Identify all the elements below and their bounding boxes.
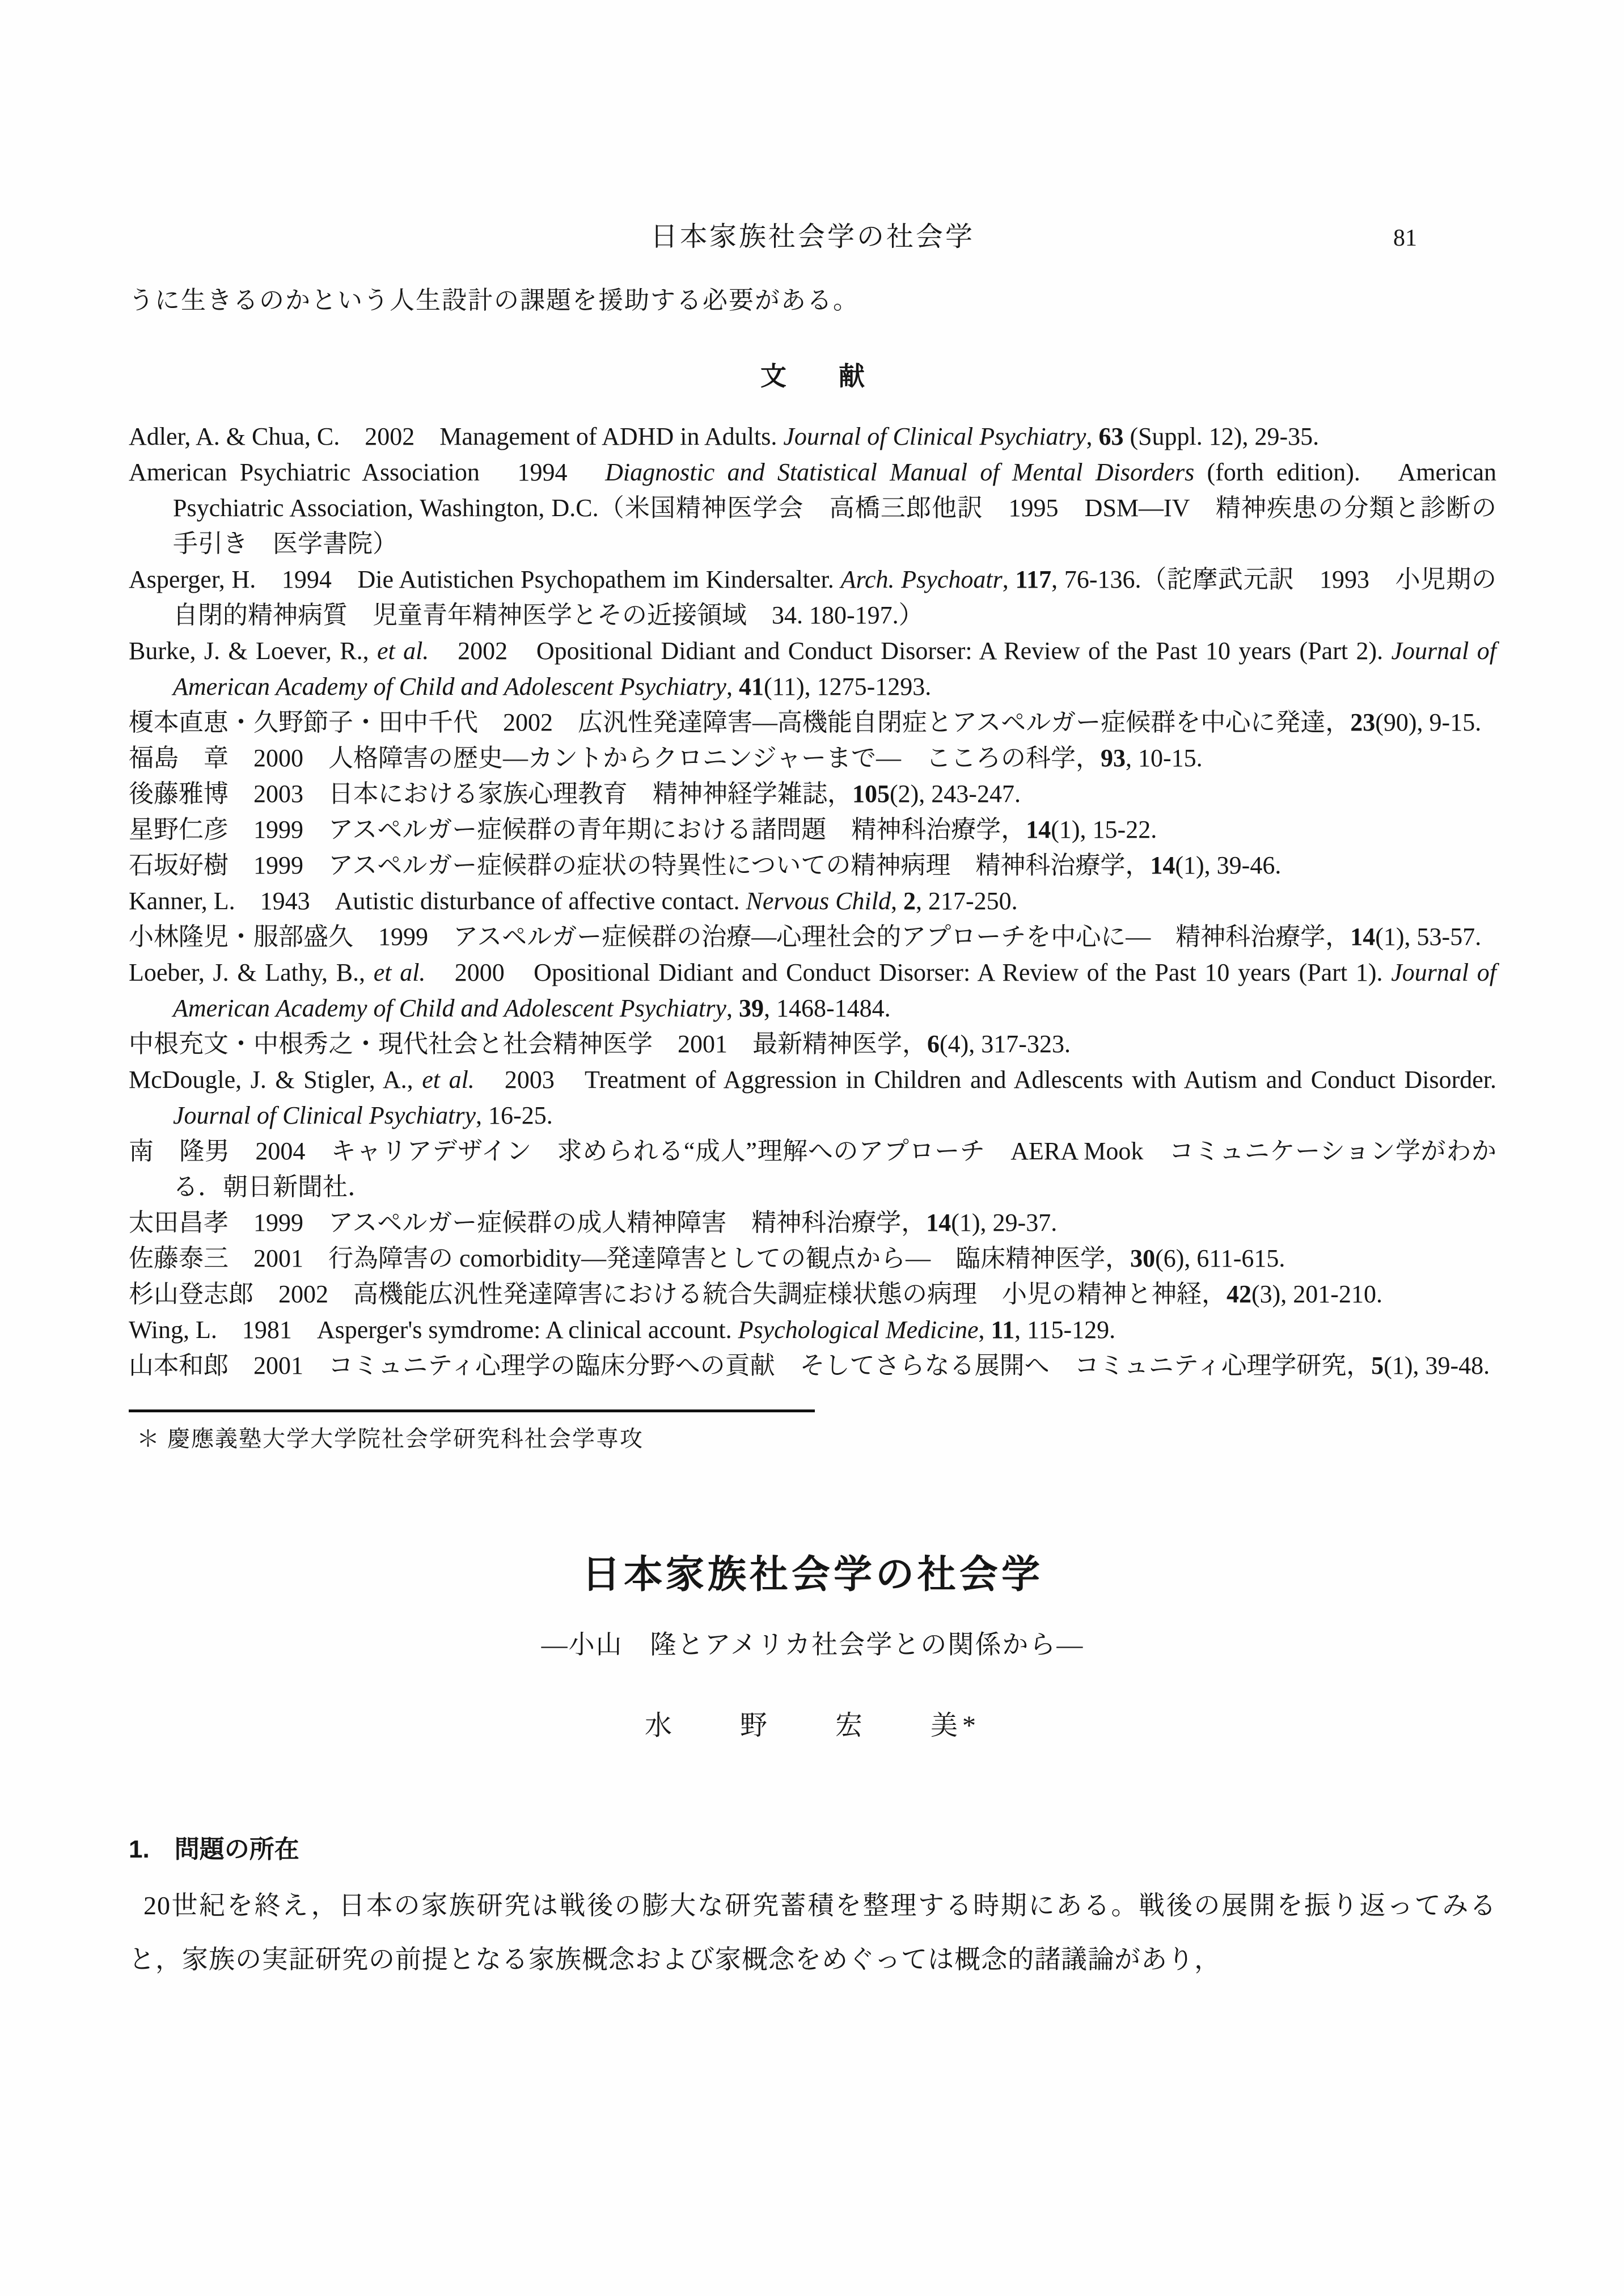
references-heading: 文 献 bbox=[760, 362, 865, 391]
reference-entry: McDougle, J. & Stigler, A., et al. 2003 Treatment of Aggression in Children and Adlescents with Autism and Conduct Disorder. Journal of Clinical Psychiatry, 16-25. bbox=[129, 1066, 1496, 1129]
section-heading: 1. 問題の所在 bbox=[129, 1835, 299, 1863]
reference-entry: 南 隆男 2004 キャリアデザイン 求められる“成人”理解へのアプローチ AERA Mook コミュニケーション学がわかる．朝日新聞社． bbox=[129, 1137, 1496, 1201]
affiliation-footnote: ＊ 慶應義塾大学大学院社会学研究科社会学専攻 bbox=[137, 1426, 644, 1451]
reference-entry: Wing, L. 1981 Asperger's symdrome: A clinical account. Psychological Medicine, 11, 115-129. bbox=[129, 1316, 1116, 1344]
reference-entry: 小林隆児・服部盛久 1999 アスペルガー症候群の治療―心理社会的アプローチを中心に― 精神科治療学，14(1), 53-57. bbox=[129, 923, 1482, 951]
reference-list bbox=[129, 419, 1496, 1383]
page-header bbox=[129, 222, 1496, 252]
reference-entry: 杉山登志郎 2002 高機能広汎性発達障害における統合失調症様状態の病理 小児の精神と神経，42(3), 201-210. bbox=[129, 1280, 1382, 1308]
reference-entry: 星野仁彦 1999 アスペルガー症候群の青年期における諸問題 精神科治療学，14(1), 15-22. bbox=[129, 816, 1157, 843]
reference-entry: 太田昌孝 1999 アスペルガー症候群の成人精神障害 精神科治療学，14(1), 29-37. bbox=[129, 1209, 1058, 1236]
reference-entry: 石坂好樹 1999 アスペルガー症候群の症状の特異性についての精神病理 精神科治療学，14(1), 39-46. bbox=[129, 851, 1282, 879]
reference-entry: 佐藤泰三 2001 行為障害の comorbidity―発達障害としての観点から― 臨床精神医学，30(6), 611-615. bbox=[129, 1244, 1285, 1272]
article-author: 水 野 宏 美* bbox=[644, 1711, 980, 1741]
page-number: 81 bbox=[1393, 225, 1417, 251]
running-title: 日本家族社会学の社会学 bbox=[650, 222, 975, 252]
reference-entry: 中根充文・中根秀之・現代社会と社会精神医学 2001 最新精神医学，6(4), 317-323. bbox=[129, 1030, 1071, 1058]
body-paragraph: 20世紀を終え，日本の家族研究は戦後の膨大な研究蓄積を整理する時期にある。戦後の展開を振り返ってみると，家族の実証研究の前提となる家族概念および家概念をめぐっては概念的諸議論があり， bbox=[129, 1891, 1496, 1974]
article-subtitle: ―小山 隆とアメリカ社会学との関係から― bbox=[541, 1630, 1084, 1659]
reference-entry: Kanner, L. 1943 Autistic disturbance of affective contact. Nervous Child, 2, 217-250. bbox=[129, 887, 1018, 915]
reference-entry: 山本和郎 2001 コミュニティ心理学の臨床分野への貢献 そしてさらなる展開へ コミュニティ心理学研究，5(1), 39-48. bbox=[129, 1352, 1490, 1379]
reference-entry: Burke, J. & Loever, R., et al. 2002 Opositional Didiant and Conduct Disorser: A Review of the Past 10 years (Part 2). Journal of American Academy of Child and Adolescent Psychiatry, 41(11), 1275-1293. bbox=[129, 637, 1496, 700]
reference-entry: 後藤雅博 2003 日本における家族心理教育 精神神経学雑誌，105(2), 243-247. bbox=[129, 780, 1021, 808]
reference-entry: American Psychiatric Association 1994 Diagnostic and Statistical Manual of Mental Disorders (forth edition). American Psychiatric Association, Washington, D.C.（米国精神医学会 高橋三郎他訳 1995 DSM―IV 精神疾患の分類と診断の手引き 医学書院） bbox=[129, 458, 1496, 558]
reference-entry: 榎本直恵・久野節子・田中千代 2002 広汎性発達障害―高機能自閉症とアスペルガー症候群を中心に発達，23(90), 9-15. bbox=[129, 708, 1482, 736]
article-title: 日本家族社会学の社会学 bbox=[581, 1553, 1043, 1596]
footnote-divider bbox=[129, 1409, 815, 1412]
reference-entry: 福島 章 2000 人格障害の歴史―カントからクロニンジャーまで― こころの科学，93, 10-15. bbox=[129, 744, 1203, 772]
reference-entry: Adler, A. & Chua, C. 2002 Management of ADHD in Adults. Journal of Clinical Psychiatry, 63 (Suppl. 12), 29-35. bbox=[129, 423, 1320, 450]
lead-text: うに生きるのかという人生設計の課題を援助する必要がある。 bbox=[129, 286, 859, 314]
reference-entry: Asperger, H. 1994 Die Autistichen Psychopathem im Kindersalter. Arch. Psychoatr, 117, 76-136.（詑摩武元訳 1993 小児期の自閉的精神病質 児童青年精神医学とその近接領域 34. 180-197.） bbox=[129, 565, 1496, 629]
reference-entry: Loeber, J. & Lathy, B., et al. 2000 Opositional Didiant and Conduct Disorser: A Review of the Past 10 years (Part 1). Journal of American Academy of Child and Adolescent Psychiatry, 39, 1468-1484. bbox=[129, 959, 1496, 1022]
